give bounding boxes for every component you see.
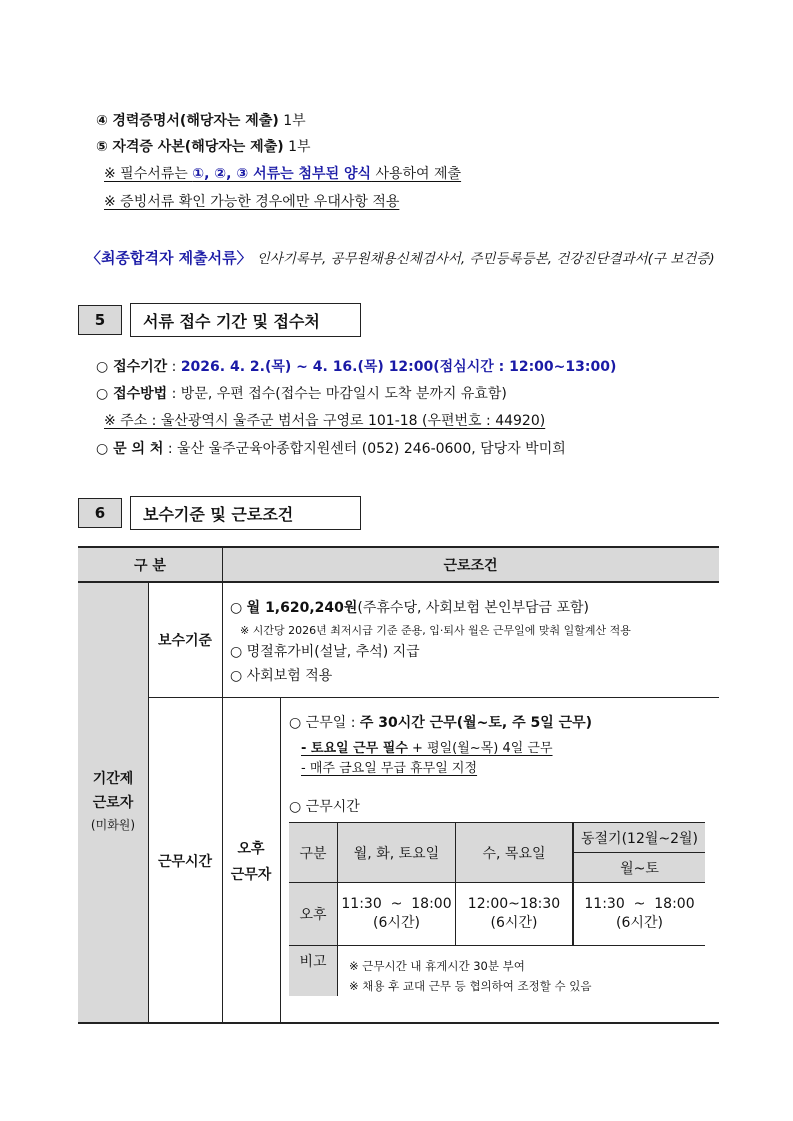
- worker-type-line1: 기간제: [92, 770, 134, 787]
- item-text: 자격증 사본(해당자는 제출): [112, 139, 284, 155]
- inner-col-winter-days: 월~토: [620, 860, 659, 877]
- inner-note-1: ※ 근무시간 내 휴게시간 30분 부여: [349, 959, 525, 973]
- worktime-label: ○ 근무시간: [289, 799, 360, 815]
- note-highlight: ①, ②, ③ 서류는 첨부된 양식: [192, 166, 372, 182]
- section-6-number: 6: [78, 498, 122, 528]
- item-text: 경력증명서(해당자는 제출): [112, 113, 279, 129]
- period-label: ○ 접수기간: [96, 359, 168, 375]
- contact-info: [96, 438, 566, 458]
- doc-item-5: [96, 136, 311, 156]
- application-period: [96, 356, 616, 376]
- workday-label: ○ 근무일 :: [289, 715, 360, 731]
- shift-type: [222, 698, 280, 1023]
- preference-note: ※ 증빙서류 확인 가능한 경우에만 우대사항 적용: [104, 194, 400, 210]
- time-range: 12:00~18:30: [467, 896, 561, 912]
- note-prefix: ※ 필수서류는: [104, 166, 193, 182]
- note-suffix: 사용하여 제출: [371, 166, 462, 182]
- header-category: 구 분: [134, 557, 166, 574]
- weekday-days: + 평일(월~목) 4일 근무: [407, 741, 553, 756]
- item-count: 1부: [278, 113, 306, 129]
- required-docs-note: [104, 163, 461, 183]
- section-6-title: 보수기준 및 근로조건: [130, 496, 361, 530]
- inner-col-mon-tue-sat: 월, 화, 토요일: [353, 845, 440, 862]
- pay-line-3: ○ 사회보험 적용: [230, 668, 333, 684]
- pay-line-1: [230, 597, 589, 617]
- address-note: ※ 주소 : 울산광역시 울주군 범서읍 구영로 101-18 (우편번호 : 44920): [104, 413, 546, 429]
- pay-label: 보수기준: [157, 632, 213, 649]
- shift-line2: 근무자: [230, 866, 272, 883]
- saturday-required: - 토요일 근무 필수: [301, 741, 408, 756]
- header-conditions: 근로조건: [443, 557, 498, 574]
- method-value: : 방문, 우편 접수(접수는 마감일시 도착 분까지 유효함): [167, 386, 507, 402]
- worker-type-line2: 근로자: [92, 794, 134, 811]
- time-range: 11:30 ~ 18:00: [584, 896, 695, 912]
- time-range: 11:30 ~ 18:00: [341, 896, 452, 912]
- inner-note-2: ※ 채용 후 교대 근무 등 협의하여 조정할 수 있음: [349, 979, 592, 993]
- workday-line: [289, 712, 592, 732]
- item-number: ⑤: [96, 139, 108, 155]
- pay-amount: 월 1,620,240원: [246, 600, 358, 616]
- period-value: 2026. 4. 2.(목) ~ 4. 16.(목) 12:00(점심시간 : 12:00~13:00): [180, 359, 617, 375]
- item-number: ④: [96, 113, 108, 129]
- pay-line-2: ○ 명절휴가비(설날, 추석) 지급: [230, 644, 420, 660]
- final-docs-label: 〈최종합격자 제출서류〉: [86, 249, 252, 267]
- inner-row-afternoon: 오후: [299, 907, 327, 923]
- section-5-number: 5: [78, 305, 122, 335]
- workday-sub-2: - 매주 금요일 무급 휴무일 지정: [301, 761, 478, 776]
- period-colon: :: [167, 359, 181, 375]
- application-method: [96, 383, 507, 403]
- pay-included: (주휴수당, 사회보험 본인부담금 포함): [357, 600, 590, 616]
- bullet: ○: [230, 600, 247, 616]
- worker-type-sub: (미화원): [90, 817, 136, 832]
- hours: (6시간): [616, 915, 663, 931]
- worker-type: [78, 760, 148, 840]
- inner-cell-1: [338, 883, 455, 945]
- inner-col-winter: 동절기(12월~2월): [581, 830, 698, 847]
- doc-item-4: [96, 110, 306, 130]
- inner-col-category: 구분: [299, 845, 327, 862]
- final-docs-list: 인사기록부, 공무원채용신체검사서, 주민등록등본, 건강진단결과서(구 보건증): [256, 251, 715, 267]
- section-5-title: 서류 접수 기간 및 접수처: [130, 303, 361, 337]
- workday-sub-1: [301, 737, 553, 756]
- pay-note: ※ 시간당 2026년 최저시급 기준 준용, 입·퇴사 월은 근무일에 맞춰 일할계산 적용: [240, 624, 631, 637]
- item-count: 1부: [283, 139, 311, 155]
- inner-col-wed-thu: 수, 목요일: [482, 845, 546, 862]
- inner-cell-2: [456, 883, 572, 945]
- hours: (6시간): [373, 915, 420, 931]
- inner-cell-3: [574, 883, 705, 945]
- inner-row-notes: 비고: [299, 953, 327, 970]
- contact-value: : 울산 울주군육아종합지원센터 (052) 246-0600, 담당자 박미희: [163, 441, 566, 457]
- hours-label: 근무시간: [157, 853, 213, 870]
- workday-value: 주 30시간 근무(월~토, 주 5일 근무): [359, 715, 593, 731]
- shift-line1: 오후: [237, 840, 265, 857]
- contact-label: ○ 문 의 처: [96, 441, 164, 457]
- method-label: ○ 접수방법: [96, 386, 168, 402]
- final-docs-line: [86, 247, 715, 268]
- hours: (6시간): [490, 915, 538, 931]
